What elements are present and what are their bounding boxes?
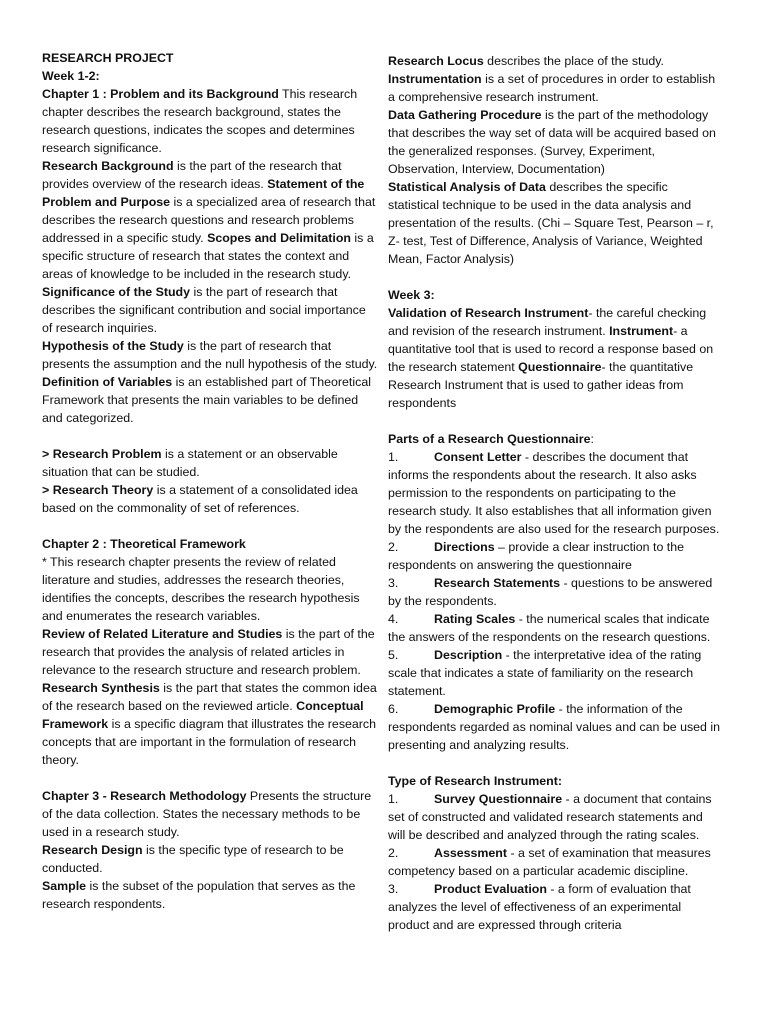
list-item: 2. Directions – provide a clear instruction to the respondents on answering the questionnaire xyxy=(388,540,684,572)
chapter-2-heading: Chapter 2 : Theoretical Framework xyxy=(42,537,246,551)
list-item: 5. Description - the interpretative idea of the rating scale that indicates a state of familiarity on the research statement. xyxy=(388,648,702,698)
data-gathering-paragraph: Data Gathering Procedure is the part of the methodology that describes the way set of data will be acquired based on the generalized responses. (Survey, Experiment, Observation, Interview, Documentation) xyxy=(388,108,716,176)
research-design-paragraph: Research Design is the specific type of research to be conducted. xyxy=(42,843,344,875)
sample-paragraph: Sample is the subset of the population that serves as the research respondents. xyxy=(42,879,356,911)
list-item: 2. Assessment - a set of examination that measures competency based on a particular academic discipline. xyxy=(388,846,711,878)
types-heading: Type of Research Instrument: xyxy=(388,774,562,788)
hypothesis-paragraph: Hypothesis of the Study is the part of research that presents the assumption and the null hypothesis of the study. xyxy=(42,339,378,371)
right-column xyxy=(388,52,722,934)
instrumentation-paragraph: Instrumentation is a set of procedures in order to establish a comprehensive research instrument. xyxy=(388,72,716,104)
validation-paragraph: Validation of Research Instrument- the careful checking and revision of the research instrument. Instrument- a quantitative tool that is used to record a response based on the research statement Questionnaire- the quantitative Research Instrument that is used to gather ideas from respondents xyxy=(388,306,714,410)
left-column xyxy=(42,49,378,913)
list-item: 1. Survey Questionnaire - a document that contains set of constructed and validated research statements and will be described and analyzed through the rating scales. xyxy=(388,792,712,842)
research-theory-paragraph: > Research Theory is a statement of a consolidated idea based on the commonality of set of references. xyxy=(42,483,358,515)
chapter-3-intro: Chapter 3 - Research Methodology Presents the structure of the data collection. States the necessary methods to be used in a research study. xyxy=(42,789,372,839)
doc-header: RESEARCH PROJECT xyxy=(42,51,174,65)
week-3-heading: Week 3: xyxy=(388,288,435,302)
list-item: 6. Demographic Profile - the information of the respondents regarded as nominal values and can be used in presenting and analyzing results. xyxy=(388,702,721,752)
week-1-2-heading: Week 1-2: xyxy=(42,69,100,83)
variables-paragraph: Definition of Variables is an established part of Theoretical Framework that presents the main variables to be defined and categorized. xyxy=(42,375,371,425)
chapter-2-intro: * This research chapter presents the review of related literature and studies, addresses the research theories, identifies the concepts, describes the research hypothesis and enumerates the research variables. xyxy=(42,555,360,623)
list-item: 3. Research Statements - questions to be answered by the respondents. xyxy=(388,576,713,608)
research-background-paragraph: Research Background is the part of the research that provides overview of the research ideas. Statement of the Problem and Purpose is a specialized area of research that describes the research questions and research problems addressed in a specific study. Scopes and Delimitation is a specific structure of research that states the context and areas of knowledge to be included in the research study. xyxy=(42,159,376,281)
list-item: 3. Product Evaluation - a form of evaluation that analyzes the level of effectiveness of an experimental product and are expressed through criteria xyxy=(388,882,691,932)
types-list xyxy=(388,790,722,934)
synthesis-paragraph: Research Synthesis is the part that states the common idea of the research based on the reviewed article. Conceptual Framework is a specific diagram that illustrates the research concepts that are important in the formulation of research theory. xyxy=(42,681,377,767)
statistical-analysis-paragraph: Statistical Analysis of Data describes the specific statistical technique to be used in the data analysis and presentation of the results. (Chi – Square Test, Pearson – r, Z- test, Test of Difference, Analysis of Variance, Weighted Mean, Factor Analysis) xyxy=(388,180,714,266)
rrl-paragraph: Review of Related Literature and Studies is the part of the research that provides the analysis of related articles in relevance to the research structure and research problem. xyxy=(42,627,375,677)
list-item: 4. Rating Scales - the numerical scales that indicate the answers of the respondents on the research questions. xyxy=(388,612,711,644)
chapter-1-intro: Chapter 1 : Problem and its Background This research chapter describes the research background, states the research questions, indicates the scopes and determines research significance. xyxy=(42,87,358,155)
significance-paragraph: Significance of the Study is the part of research that describes the significant contribution and social importance of research inquiries. xyxy=(42,285,366,335)
parts-list xyxy=(388,448,722,754)
list-item: 1. Consent Letter - describes the document that informs the respondents about the research. It also asks permission to the respondents on participating to the research study. It also establishes that all information given by the respondents are also used for the research purposes. xyxy=(388,450,720,536)
locus-paragraph: Research Locus describes the place of the study. xyxy=(388,54,664,68)
parts-heading: Parts of a Research Questionnaire: xyxy=(388,432,594,446)
research-problem-paragraph: > Research Problem is a statement or an observable situation that can be studied. xyxy=(42,447,338,479)
